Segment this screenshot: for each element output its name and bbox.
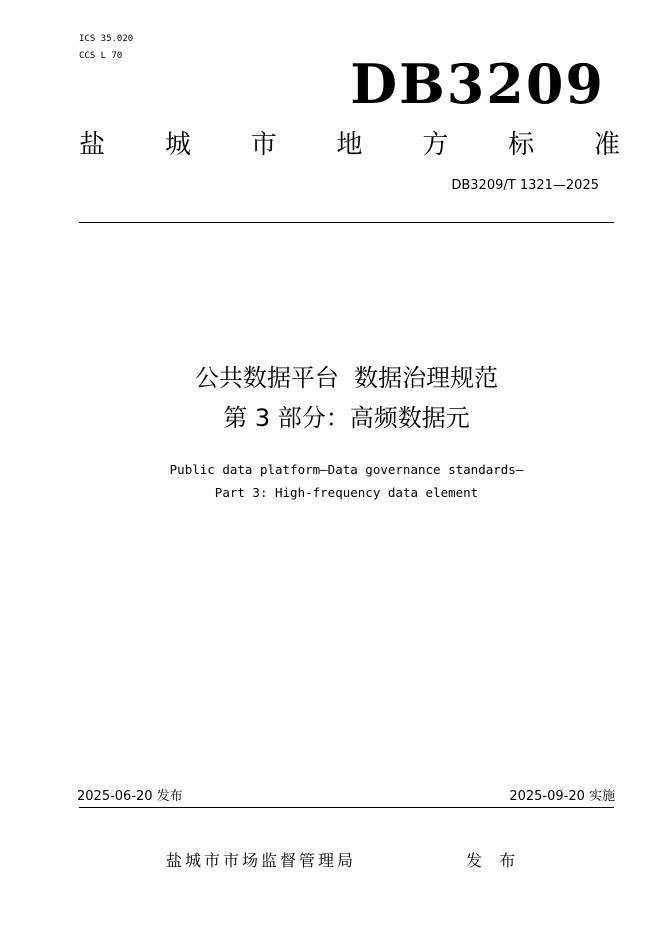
issue-date: 2025-06-20 发布 [77,789,183,804]
standard-type [79,128,620,162]
title-en-line2: Part 3: High-frequency data element [214,485,479,500]
standard-code: DB3209 [350,52,605,116]
publish-label: 发 布 [466,851,522,870]
standard-type-char: 城 [164,130,191,160]
ics-code: ICS 35.020 [79,34,134,44]
footer-divider [79,807,614,808]
standard-type-char: 地 [336,130,363,160]
standard-type-char: 市 [250,130,277,160]
standard-type-char: 标 [508,130,535,160]
title-main-cn: 公共数据平台 数据治理规范 [194,364,499,392]
title-en-line1: Public data platform—Data governance standards— [169,462,524,477]
title-sub-cn: 第 3 部分：高频数据元 [223,404,470,432]
standard-type-char: 方 [422,130,449,160]
standard-type-char: 盐 [79,130,106,160]
publisher-name: 盐城市市场监督管理局 [166,851,357,870]
standard-number: DB3209/T 1321—2025 [451,178,599,193]
standard-type-char: 准 [593,130,620,160]
implementation-date: 2025-09-20 实施 [509,789,615,804]
header-divider [79,222,614,223]
ccs-code: CCS L 70 [79,51,123,61]
